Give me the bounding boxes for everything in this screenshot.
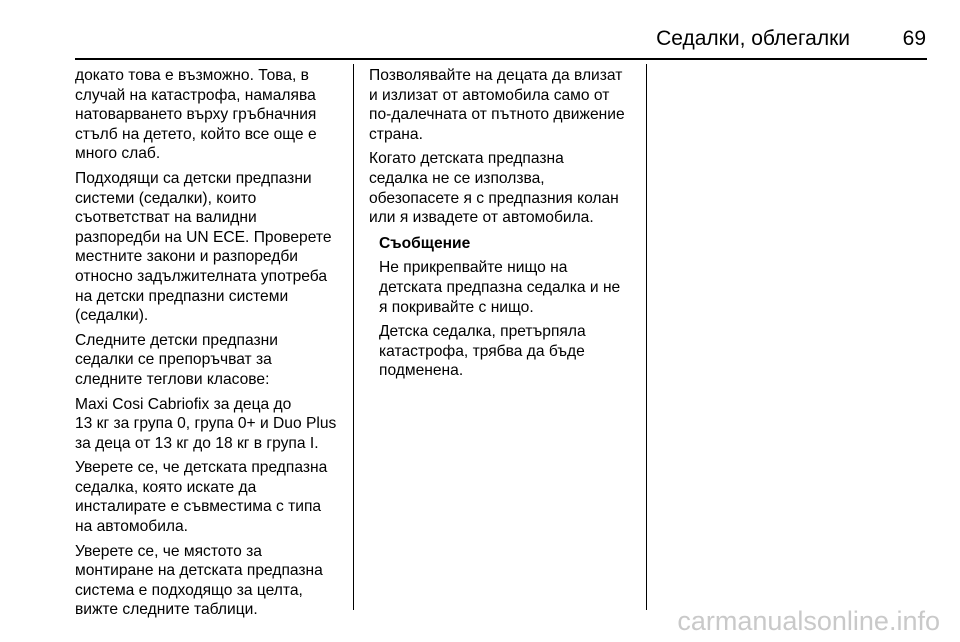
paragraph: Maxi Cosi Cabriofix за деца до 13 кг за група 0, група 0+ и Duo Plus за деца от 13 кг до 18 кг в група I. (75, 395, 337, 452)
right-text-column (369, 66, 641, 386)
header-divider (75, 58, 927, 60)
paragraph: Позволявайте на децата да влизат и излизат от автомобила само от по-далечната от пътното движение страна. (369, 67, 625, 143)
paragraph: докато това е възможно. Това, в случай на катастрофа, намалява натоварването върху гръбначния стълб на детето, който все още е много слаб. (75, 67, 317, 163)
notice-paragraph: Не прикрепвайте нищо на детската предпазна седалка и не я покривайте с нищо. (379, 259, 621, 316)
paragraph: Подходящи са детски предпазни системи (седалки), които съответстват на валидни разпоредби на UN ECE. Проверете местните закони и разпоредби относно задължителната употреба на детски предпазни системи (седалки). (75, 169, 332, 325)
column-divider-left (353, 64, 354, 610)
page-number: 69 (902, 27, 926, 50)
watermark: carmanualsonline.info (677, 606, 940, 636)
notice-box (379, 234, 641, 381)
paragraph: Когато детската предпазна седалка не се използва, обезопасете я с предпазния колан или я извадете от автомобила. (369, 150, 619, 227)
paragraph: Следните детски предпазни седалки се препоръчват за следните теглови класове: (75, 331, 278, 388)
notice-title: Съобщение (379, 234, 471, 252)
paragraph: Уверете се, че мястото за монтиране на детската предпазна система е подходящо за целта, вижте следните таблици. (75, 542, 323, 619)
notice-paragraph: Детска седалка, претърпяла катастрофа, трябва да бъде подменена. (379, 323, 586, 380)
column-divider-right (646, 64, 647, 610)
paragraph: Уверете се, че детската предпазна седалка, която искате да инсталирате е съвместима с типа на автомобила. (75, 459, 328, 536)
page-title: Седалки, облегалки (656, 27, 850, 50)
left-text-column (75, 66, 347, 625)
